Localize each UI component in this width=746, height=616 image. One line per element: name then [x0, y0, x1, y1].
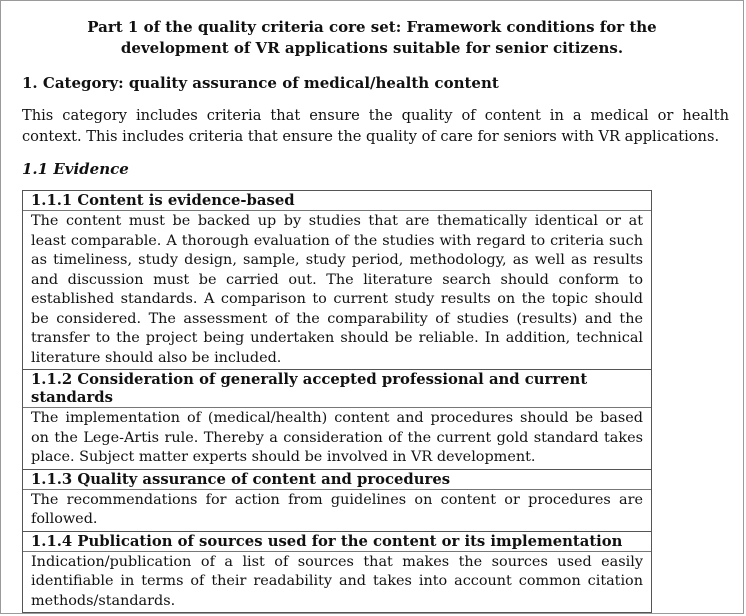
criterion-body: The recommendations for action from guidelines on content or procedures are followed.	[23, 490, 651, 532]
criterion-title: 1.1.3 Quality assurance of content and procedures	[23, 470, 651, 490]
criteria-table	[22, 190, 652, 613]
criterion-title: 1.1.4 Publication of sources used for the content or its implementation	[23, 532, 651, 552]
criterion-body: The implementation of (medical/health) content and procedures should be based on the Lege-Artis rule. Thereby a consideration of the current gold standard takes place. Subject matter experts should be involved in VR development.	[23, 408, 651, 470]
criterion-title: 1.1.1 Content is evidence-based	[23, 191, 651, 211]
criterion-title: 1.1.2 Consideration of generally accepted professional and current standards	[23, 370, 651, 408]
criterion-body: Indication/publication of a list of sources that makes the sources used easily identifiable in terms of their readability and takes into account common citation methods/standards.	[23, 552, 651, 614]
category-heading: 1. Category: quality assurance of medical/health content	[22, 74, 499, 92]
criterion-body: The content must be backed up by studies that are thematically identical or at least comparable. A thorough evaluation of the studies with regard to criteria such as timeliness, study design, sample, study period, methodology, as well as results and discussion must be carried out. The literature search should conform to established standards. A comparison to current study results on the topic should be considered. The assessment of the comparability of studies (results) and the transfer to the project being undertaken should be reliable. In addition, technical literature should also be included.	[23, 211, 651, 370]
subsection-heading: 1.1 Evidence	[22, 160, 129, 178]
document-title: Part 1 of the quality criteria core set: Framework conditions for the development of VR applications suitable for senior citizens.	[87, 18, 657, 57]
category-intro: This category includes criteria that ensure the quality of content in a medical or health context. This includes criteria that ensure the quality of care for seniors with VR applications.	[22, 107, 729, 145]
